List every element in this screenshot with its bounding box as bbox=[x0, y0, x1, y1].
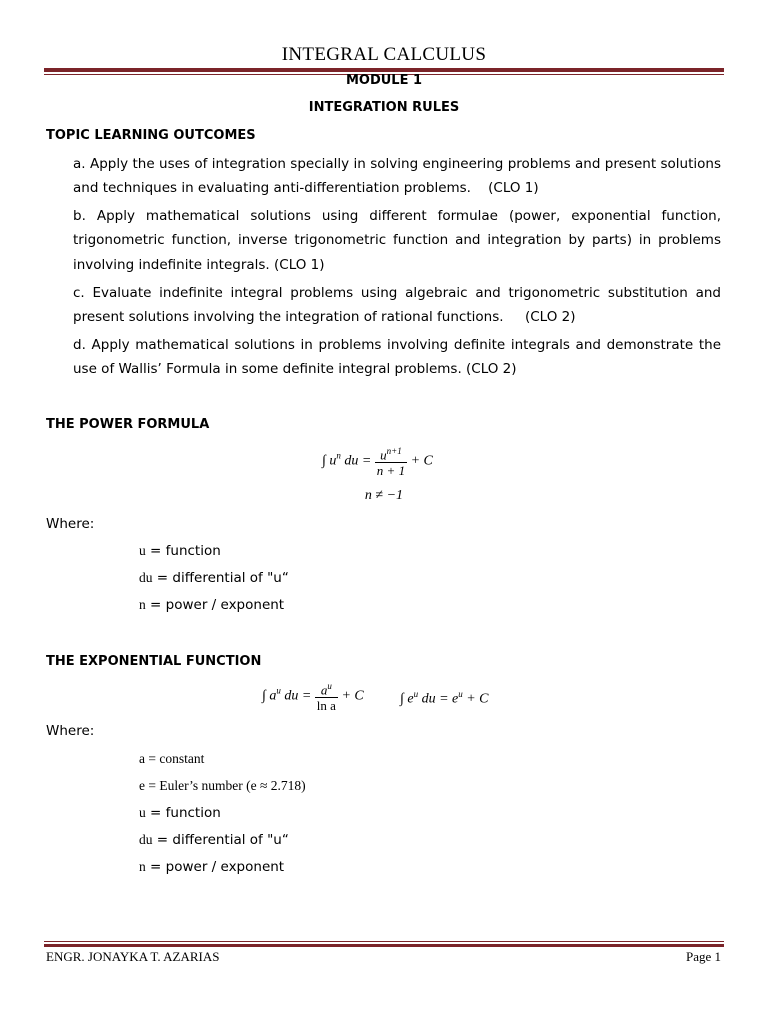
power-fraction bbox=[375, 444, 407, 478]
footer-page-number: Page 1 bbox=[685, 949, 721, 964]
exp-def-n: n = power / exponent bbox=[139, 859, 285, 875]
exp-def-du: du = differential of "u“ bbox=[139, 832, 289, 848]
exp-def-u: u = function bbox=[139, 805, 221, 821]
power-def-n: n = power / exponent bbox=[139, 597, 285, 613]
exponential-equation-1: ∫ $a^u$ du = $\frac{a^u}{\text{ln a}}$ + C bbox=[262, 681, 364, 714]
outcome-b: b. Apply mathematical solutions using different formulae (power, exponential function, trigonometric function, inverse trigonometric function and integration by parts) in problems involving indefinite integrals. (CLO 1) bbox=[73, 208, 721, 273]
exp-def-e: e = Euler’s number (e ≈ 2.718) bbox=[139, 778, 306, 793]
power-lhs: ∫ u bbox=[322, 453, 337, 469]
outcomes-heading: TOPIC LEARNING OUTCOMES bbox=[46, 128, 256, 143]
outcome-c: c. Evaluate indefinite integral problems using algebraic and trigonometric substitution and present solutions involving the integration of rational functions. (CLO 2) bbox=[73, 285, 721, 326]
outcome-a: a. Apply the uses of integration specially in solving engineering problems and present solutions and techniques in evaluating anti-differentiation problems. (CLO 1) bbox=[73, 156, 721, 197]
footer-author: ENGR. JONAYKA T. AZARIAS bbox=[46, 949, 220, 964]
power-formula-heading: THE POWER FORMULA bbox=[46, 417, 210, 432]
document-title: INTEGRAL CALCULUS bbox=[281, 44, 487, 65]
power-where-label: Where: bbox=[46, 516, 95, 532]
footer-rule-thin bbox=[44, 941, 724, 942]
exponential-equation-2: ∫ $e^u$ du = $e^u + C$ bbox=[400, 689, 489, 707]
exponential-heading: THE EXPONENTIAL FUNCTION bbox=[46, 654, 262, 669]
exp-def-a: a = constant bbox=[139, 751, 205, 766]
power-denominator: n + 1 bbox=[376, 463, 406, 479]
power-lhs-exponent: n bbox=[336, 450, 341, 461]
exponential-where-label: Where: bbox=[46, 723, 95, 739]
power-plus-c: + C bbox=[410, 453, 433, 469]
power-condition: n ≠ −1 bbox=[364, 488, 404, 503]
exponential-fraction: $\frac{a^u}{\text{ln a}}$ bbox=[316, 681, 336, 714]
power-def-du: du = differential of "u“ bbox=[139, 570, 289, 586]
module-label: MODULE 1 bbox=[345, 73, 423, 88]
outcome-d: d. Apply mathematical solutions in problems involving definite integrals and demonstrate the use of Wallis’ Formula in some definite integral problems. (CLO 2) bbox=[73, 337, 721, 378]
section-subtitle: INTEGRATION RULES bbox=[308, 100, 460, 115]
power-def-u: u = function bbox=[139, 543, 221, 559]
header-rule-thick bbox=[44, 68, 724, 72]
footer-rule-thick bbox=[44, 944, 724, 947]
power-num-base: u bbox=[380, 447, 387, 463]
power-lhs-tail: du = bbox=[344, 453, 372, 469]
power-num-exponent: n+1 bbox=[386, 446, 402, 456]
power-formula-equation bbox=[322, 444, 433, 478]
